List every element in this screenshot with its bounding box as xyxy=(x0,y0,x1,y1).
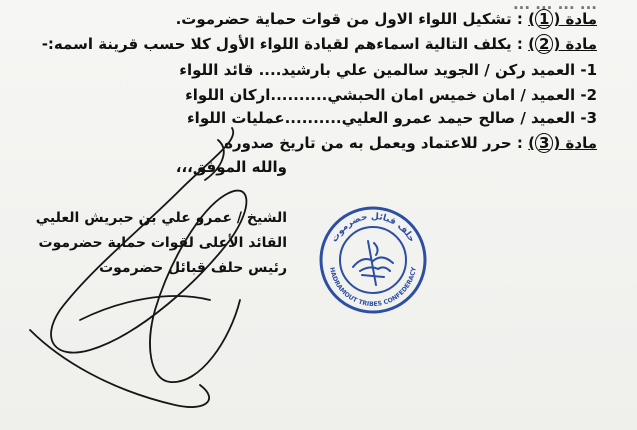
article-2 xyxy=(42,34,597,54)
article-label: مادة (3) xyxy=(528,134,597,152)
seal-arabic-text: حلف قبائل حضرموت xyxy=(329,211,417,245)
article-label: مادة (1) xyxy=(528,10,597,28)
article-text: : يكلف التالية اسماءهم لقيادة اللواء الأول كلا حسب قرينة اسمه:- xyxy=(41,35,523,53)
article-text: : تشكيل اللواء الاول من قوات حماية حضرموت. xyxy=(175,10,523,28)
article-text: : حرر للاعتماد ويعمل به من تاريخ صدوره xyxy=(224,134,523,152)
assignment-2: 2- العميد / امان خميس امان الحبشي..........اركان اللواء xyxy=(185,86,597,104)
article-1 xyxy=(176,9,597,29)
seal-english-text: HADRAMOUT TRIBES CONFEDERACY xyxy=(328,266,418,309)
signatory-role: رئيس حلف قبائل حضرموت xyxy=(99,260,287,276)
closing-phrase: والله الموفق،،، xyxy=(175,158,287,176)
article-label: مادة (2) xyxy=(528,35,597,53)
signatory-title: القائد الأعلى لقوات حماية حضرموت xyxy=(38,235,287,251)
article-3 xyxy=(224,133,597,153)
assignment-1: 1- العميد ركن / الجويد سالمين علي بارشيد.... قائد اللواء xyxy=(179,61,597,79)
top-partial-line: ... ... ... ... xyxy=(512,0,597,13)
assignment-3: 3- العميد / صالح حيمد عمرو العليي..........عمليات اللواء xyxy=(187,109,597,127)
signatory-name: الشيخ / عمرو علي بن حبريش العليي xyxy=(35,210,287,226)
handshake-emblem-icon xyxy=(353,241,393,285)
confederacy-seal xyxy=(318,205,428,315)
